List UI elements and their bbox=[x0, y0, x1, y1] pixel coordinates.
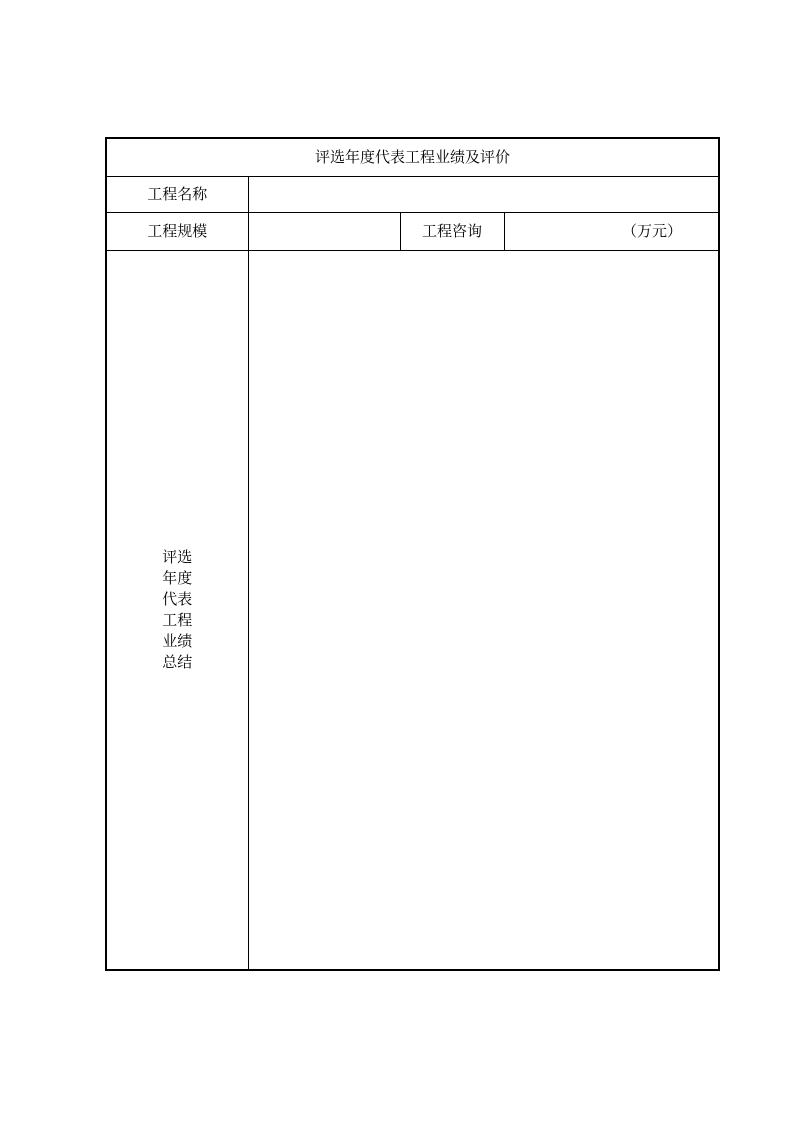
project-scale-field[interactable] bbox=[248, 212, 400, 250]
consult-amount-field[interactable] bbox=[504, 212, 719, 250]
summary-label: 评选年度代表工程业绩总结 bbox=[162, 547, 193, 671]
summary-field[interactable] bbox=[248, 250, 719, 970]
form-title: 评选年度代表工程业绩及评价 bbox=[106, 138, 719, 176]
project-consult-label: 工程咨询 bbox=[400, 212, 504, 250]
summary-label-cell bbox=[106, 250, 248, 970]
project-name-label: 工程名称 bbox=[106, 176, 248, 212]
project-name-field[interactable] bbox=[248, 176, 719, 212]
performance-form-table bbox=[105, 137, 720, 971]
project-scale-label: 工程规模 bbox=[106, 212, 248, 250]
amount-unit: （万元） bbox=[622, 222, 683, 241]
